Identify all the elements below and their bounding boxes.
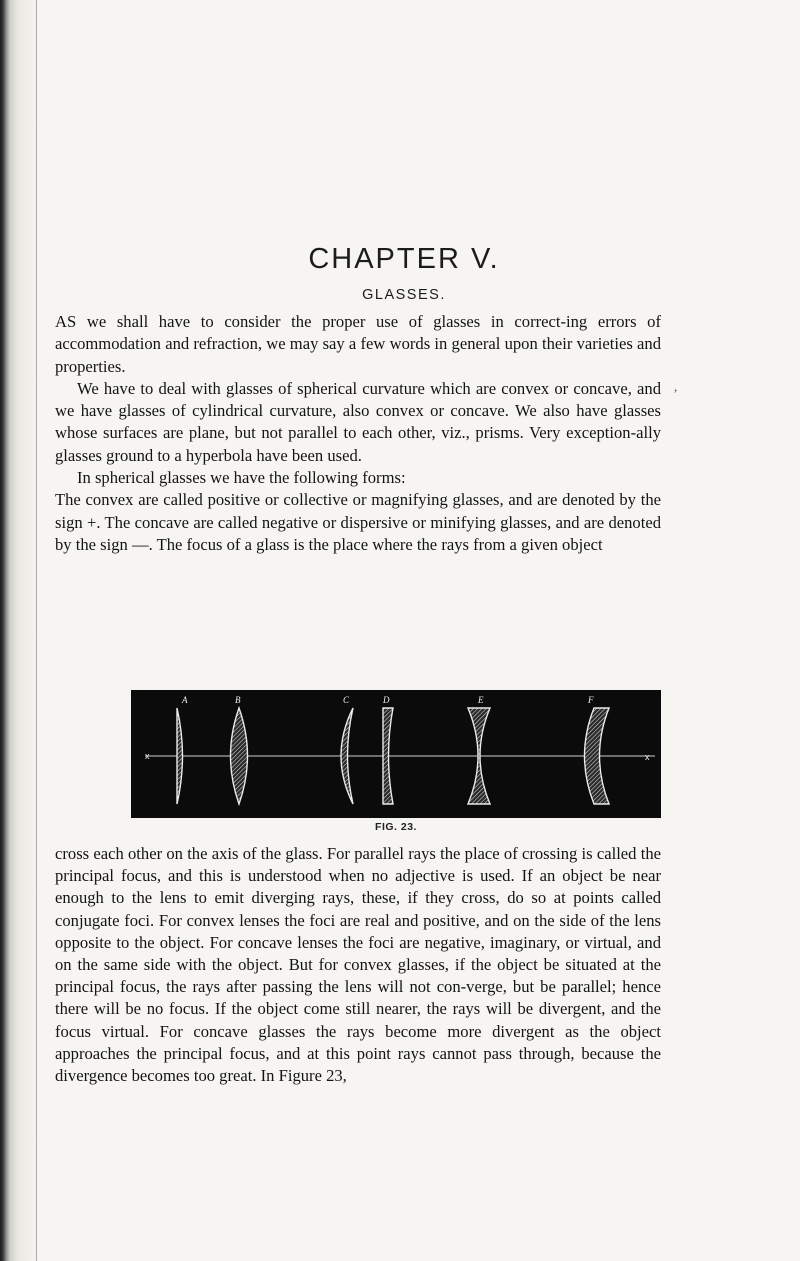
axis-marker-left: x — [145, 751, 150, 761]
paragraph-forms: In spherical glasses we have the following forms: — [77, 468, 406, 488]
paragraph-convex-concave: The convex are called positive or collective or magnifying glasses, and are denoted by the sign +. The concave are called negative or dispersive or minifying glasses, and are denoted by the sign —. The focus of a glass is the place where the rays from a given object — [55, 490, 661, 554]
figure-background — [131, 690, 661, 818]
lens-label-f: F — [588, 695, 594, 705]
lens-figure — [131, 690, 661, 818]
figure-caption: FIG. 23. — [375, 821, 417, 833]
axis-marker-right: x — [645, 752, 650, 762]
book-binding-edge — [0, 0, 40, 1261]
paragraph-intro: AS we shall have to consider the proper use of glasses in correct-ing errors of accommodation and refraction, we may say a few words in general upon their varieties and properties. — [55, 312, 661, 376]
text-after-figure — [55, 843, 661, 1087]
lens-figure-svg — [131, 690, 661, 818]
text-before-figure — [55, 311, 661, 556]
lens-label-b: B — [235, 695, 241, 705]
page-edge-line — [36, 0, 37, 1261]
paragraph-curvature: We have to deal with glasses of spherical curvature which are convex or concave, and we have glasses of cylindrical curvature, also convex or concave. We also have glasses whose surfaces are plane, but not parallel to each other, viz., prisms. Very exception-ally glasses ground to a hyperbola have been used. — [55, 378, 661, 465]
lens-label-e: E — [478, 695, 484, 705]
lens-label-c: C — [343, 695, 350, 705]
lens-label-d: D — [383, 695, 390, 705]
margin-mark: , — [674, 379, 678, 394]
section-title: GLASSES. — [362, 287, 446, 303]
lens-label-a: A — [182, 695, 188, 705]
paragraph-foci: cross each other on the axis of the glass. For parallel rays the place of crossing is called the principal focus, and this is understood when no adjective is used. If an object be near enough to the lens to emit diverging rays, these, if they cross, do so at points called conjugate foci. For convex lenses the foci are real and positive, and on the side of the lens opposite to the object. For concave lenses the foci are negative, imaginary, or virtual, and on the same side with the object. But for convex glasses, if the object be situated at the principal focus, the rays after passing the lens will not con-verge, but be parallel; hence there will be no focus. If the object come still nearer, the rays will be divergent, and the focus virtual. For concave glasses the rays become more divergent as the object approaches the principal focus, and at this point rays cannot pass through, because the divergence becomes too great. In Figure 23, — [55, 844, 661, 1086]
chapter-title: CHAPTER V. — [308, 243, 500, 275]
